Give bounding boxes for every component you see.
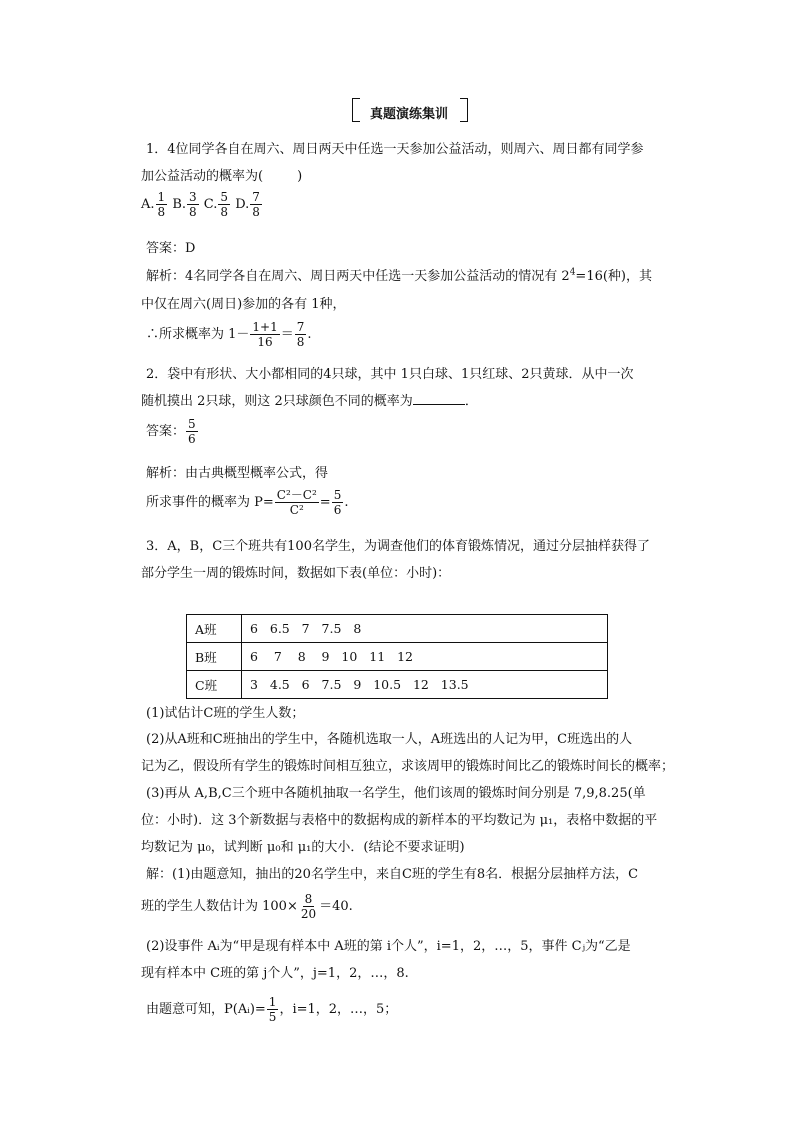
q3-solution2-line2: 现有样本中 C班的第 j个人”，j=1，2，…，8.	[141, 966, 409, 981]
exercise-time-table	[186, 614, 608, 699]
q2-analysis2: 所求事件的概率为 P= $\frac{\text{C²－C²}}{\text{C²}}$ = $\frac{5}{6}$ .	[146, 488, 349, 517]
q3-solution1-line1: 解：(1)由题意知，抽出的20名学生中，来自C班的学生有8名．根据分层抽样方法，C	[146, 867, 639, 882]
q1-analysis2: 中仅在周六(周日)参加的各有 1种，	[141, 297, 346, 312]
row-label: C班	[187, 671, 242, 699]
row-values: 6 6.5 7 7.5 8	[242, 615, 608, 643]
q1-paren-close: )	[297, 169, 303, 184]
q1-line2	[141, 165, 302, 184]
q3-part1: (1)试估计C班的学生人数；	[146, 706, 305, 721]
option-d: D. $\frac{7}{8}$	[235, 190, 260, 219]
answer-blank	[413, 392, 465, 405]
row-values: 3 4.5 6 7.5 9 10.5 12 13.5	[242, 671, 608, 699]
option-a: A. $\frac{1}{8}$	[141, 190, 166, 219]
table-row	[187, 643, 608, 671]
section-title: 真题演练集训	[370, 107, 449, 122]
q2-analysis1: 解析：由古典概型概率公式，得	[146, 466, 329, 481]
option-b: B. $\frac{3}{8}$	[172, 190, 197, 219]
q3-solution1-line2: 班的学生人数估计为 100× $\frac{8}{20}$ ＝40.	[141, 892, 353, 921]
option-c: C. $\frac{5}{8}$	[203, 190, 229, 219]
q2-answer: 答案： $\frac{5}{6}$	[146, 417, 196, 446]
right-bracket	[460, 98, 468, 122]
row-label: A班	[187, 615, 242, 643]
q3-part3-line1: (3)再从 A,B,C三个班中各随机抽取一名学生，他们该周的锻炼时间分别是 7,9,8.25(单	[146, 786, 646, 801]
q3-solution2-line1: (2)设事件 Aᵢ为“甲是现有样本中 A班的第 i个人”，i=1，2，…，5，事件 Cⱼ为“乙是	[146, 939, 631, 954]
table-row	[187, 671, 608, 699]
q1-analysis1: 解析：4名同学各自在周六、周日两天中任选一天参加公益活动的情况有 $2^4=16$(种)，其	[146, 267, 653, 284]
q3-part3-line3: 均数记为 μ₀，试判断 μ₀和 μ₁的大小．(结论不要求证明)	[141, 840, 465, 855]
row-values: 6 7 8 9 10 11 12	[242, 643, 608, 671]
q3-part3-line2: 位：小时)．这 3个新数据与表格中的数据构成的新样本的平均数记为 μ₁，表格中数据的平	[141, 813, 658, 828]
q3-line2: 部分学生一周的锻炼时间，数据如下表(单位：小时)：	[141, 566, 451, 581]
q1-stem: 加公益活动的概率为(	[141, 169, 264, 184]
q3-part2-line2: 记为乙，假设所有学生的锻炼时间相互独立，求该周甲的锻炼时间比乙的锻炼时间长的概率；	[141, 759, 675, 774]
q3-solution3: 由题意可知，P(Aᵢ)= $\frac{1}{5}$ ，i=1，2，…，5；	[146, 995, 398, 1024]
section-header	[352, 98, 468, 122]
q2-line1: 2．袋中有形状、大小都相同的4只球，其中 1只白球、1只红球、2只黄球．从中一次	[146, 367, 634, 382]
q1-line1: 1．4位同学各自在周六、周日两天中任选一天参加公益活动，则周六、周日都有同学参	[146, 142, 644, 157]
table-row	[187, 615, 608, 643]
left-bracket	[352, 98, 360, 122]
q2-line2: 随机摸出 2只球，则这 2只球颜色不同的概率为 ．	[141, 394, 478, 409]
q1-analysis3: ∴所求概率为 1－ $\frac{1+1}{16}$ ＝ $\frac{7}{8}$ .	[146, 320, 312, 349]
q3-line1: 3．A，B，C三个班共有100名学生，为调查他们的体育锻炼情况，通过分层抽样获得了	[146, 539, 650, 554]
row-label: B班	[187, 643, 242, 671]
q1-options	[141, 190, 263, 219]
q3-part2-line1: (2)从A班和C班抽出的学生中，各随机选取一人，A班选出的人记为甲，C班选出的人	[146, 732, 633, 747]
q1-answer: 答案：D	[146, 241, 196, 256]
